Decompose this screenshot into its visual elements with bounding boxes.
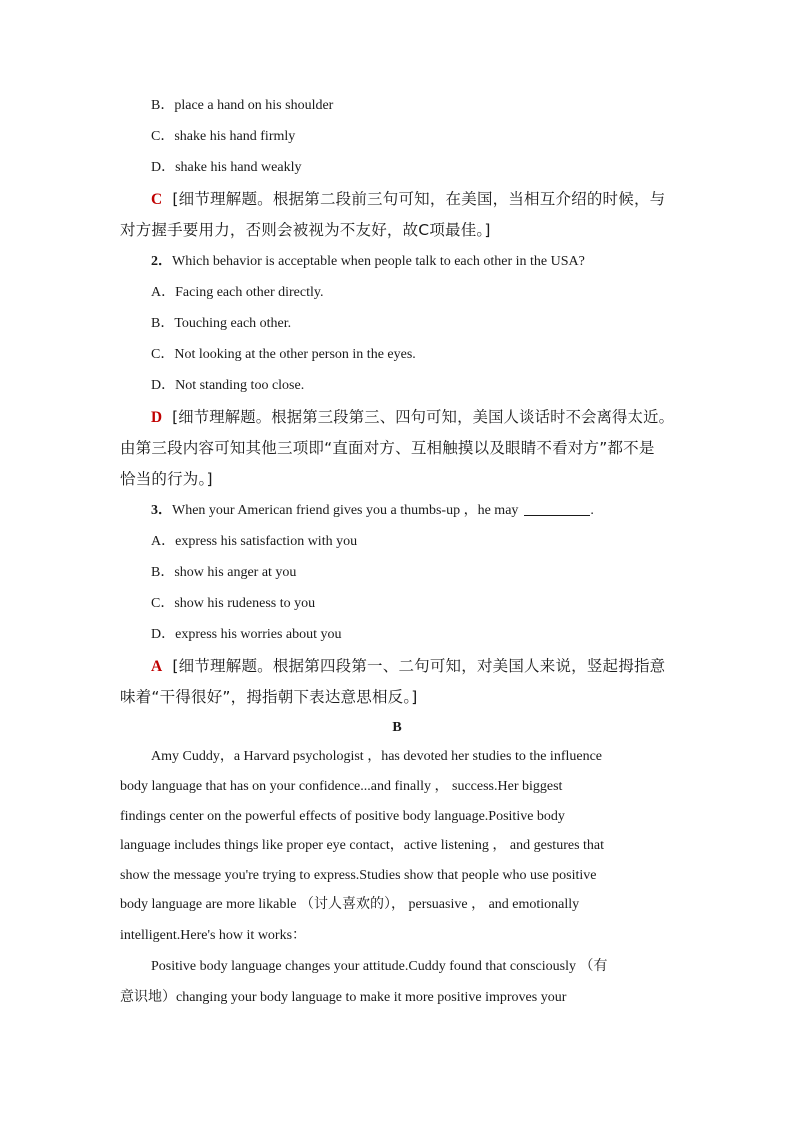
paragraph-1-line-5: show the message you're trying to express.Studies show that people who use positive bbox=[120, 868, 597, 883]
q1-option-c: C．shake his hand firmly bbox=[151, 129, 296, 144]
q3-question-line bbox=[151, 501, 594, 521]
q2-question-line bbox=[151, 252, 585, 272]
answer-blank bbox=[524, 501, 590, 516]
q3-option-c: C．show his rudeness to you bbox=[151, 596, 316, 611]
paragraph-1-line-7: intelligent.Here's how it works： bbox=[120, 928, 307, 943]
q3-answer: A bbox=[151, 658, 163, 675]
paragraph-1-line-3: findings center on the powerful effects of positive body language.Positive body bbox=[120, 809, 565, 824]
q1-answer: C bbox=[151, 191, 163, 208]
paragraph-2-line-2: 意识地）changing your body language to make it more positive improves your bbox=[120, 990, 567, 1005]
q2-question: Which behavior is acceptable when people talk to each other in the USA? bbox=[172, 254, 585, 269]
q1-explanation-line bbox=[151, 189, 665, 210]
q2-option-c: C．Not looking at the other person in the eyes. bbox=[151, 347, 416, 362]
q3-question: When your American friend gives you a thumbs-up ，he may bbox=[172, 503, 519, 518]
paragraph-2-line-1: Positive body language changes your attitude.Cuddy found that consciously （有 bbox=[151, 959, 608, 974]
q1-option-d: D．shake his hand weakly bbox=[151, 160, 302, 175]
q2-option-b: B．Touching each other. bbox=[151, 316, 292, 331]
q2-explanation-cont-2: 恰当的行为。] bbox=[120, 470, 213, 488]
paragraph-1-line-4: language includes things like proper eye contact，active listening ， and gestures that bbox=[120, 838, 605, 853]
section-heading: B bbox=[392, 720, 402, 735]
q1-option-b: B．place a hand on his shoulder bbox=[151, 98, 334, 113]
paragraph-1-line-6: body language are more likable （讨人喜欢的）， persuasive ， and emotionally bbox=[120, 897, 580, 912]
q1-explanation-text: [细节理解题。根据第二段前三句可知，在美国，当相互介绍的时候，与 bbox=[172, 190, 666, 208]
q3-after-blank: . bbox=[590, 503, 594, 518]
q2-explanation-cont-1: 由第三段内容可知其他三项即“直面对方、互相触摸以及眼睛不看对方”都不是 bbox=[120, 439, 655, 457]
paragraph-1-line-2: body language that has on your confidence...and finally ， success.Her biggest bbox=[120, 779, 563, 794]
q3-explanation-line bbox=[151, 656, 665, 677]
q2-option-a: A．Facing each other directly. bbox=[151, 285, 324, 300]
q3-number: 3． bbox=[151, 503, 172, 518]
q2-option-d: D．Not standing too close. bbox=[151, 378, 305, 393]
q2-explanation-line bbox=[151, 407, 674, 428]
paragraph-1-line-1: Amy Cuddy，a Harvard psychologist ，has devoted her studies to the influence bbox=[151, 749, 603, 764]
q2-answer: D bbox=[151, 409, 163, 426]
q3-option-b: B．show his anger at you bbox=[151, 565, 297, 580]
q3-explanation-cont: 味着“干得很好”，拇指朝下表达意思相反。] bbox=[120, 688, 418, 706]
q1-explanation-cont: 对方握手要用力，否则会被视为不友好，故C项最佳。] bbox=[120, 221, 491, 239]
q3-option-d: D．express his worries about you bbox=[151, 627, 342, 642]
q3-option-a: A．express his satisfaction with you bbox=[151, 534, 358, 549]
q2-explanation-text: [细节理解题。根据第三段第三、四句可知，美国人谈话时不会离得太近。 bbox=[172, 408, 675, 426]
q2-number: 2． bbox=[151, 254, 172, 269]
q3-explanation-text: [细节理解题。根据第四段第一、二句可知，对美国人来说，竖起拇指意 bbox=[172, 657, 666, 675]
